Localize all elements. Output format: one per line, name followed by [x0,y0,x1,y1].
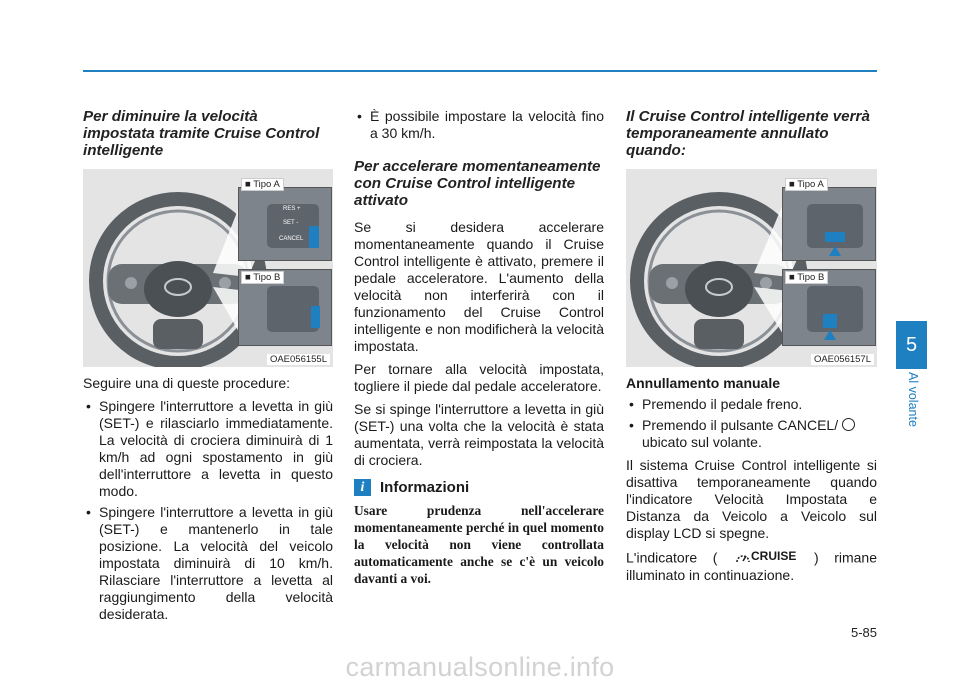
cancel-text: Premendo il pulsante CANCEL/ [642,417,839,433]
speedometer-icon [735,551,751,563]
cancel-text-2: ubicato sul volante. [642,434,762,450]
label-tipo-a: ■ Tipo A [241,178,284,191]
heading-cancelled: Il Cruise Control intelligente verrà temporaneamente annullato quando: [626,108,870,159]
inset-label-set: SET - [283,220,299,226]
inset-type-a [238,187,332,261]
column-3 [626,108,877,590]
procedure-list [83,398,333,623]
cruise-indicator-icon [735,548,796,565]
chapter-tab: 5 [896,321,927,369]
label-tipo-b: ■ Tipo B [241,271,284,284]
cancel-list [626,396,877,451]
inset-label-res: RES + [283,206,301,212]
speed-limit-list [354,108,604,142]
indicator-paragraph [626,548,877,584]
column-1 [83,108,333,629]
inset-label-cancel: CANCEL [279,236,304,242]
chapter-label-text: Al volante [906,372,920,427]
figure-code: OAE056157L [811,354,874,365]
watermark: carmanualsonline.info [345,652,615,682]
label-tipo-a: ■ Tipo A [785,178,828,191]
column-2 [354,108,604,587]
list-item: • Premendo il pedale freno. [626,396,877,413]
indicator-text-after: ) rimane illuminato in continuazione. [626,549,877,583]
heading-accelerate: Per accelerare momentaneamente con Cruise Control intelligente attivato [354,158,601,209]
label-tipo-b: ■ Tipo B [785,271,828,284]
list-item: • Spingere l'interruttore a levetta in giù (SET-) e rilasciarlo immediatamente. La velocità di crociera diminuirà di 1 km/h ad ogni spostamento in giù dell'interruttore a levetta in questo modo. [83,398,333,500]
intro-text: Seguire una di queste procedure: [83,375,291,391]
inset-type-a [782,187,876,261]
paragraph: Se si spinge l'interruttore a levetta in giù (SET-) una volta che la velocità è stata aumentata, verrà reimpostata la velocità di crociera. [354,401,604,468]
info-title: Informazioni [380,479,470,496]
cruise-word: CRUISE [751,549,797,563]
cancel-icon [842,418,855,431]
chapter-label [898,372,926,472]
top-rule [83,70,877,72]
paragraph: Se si desidera accelerare momentaneamente quando il Cruise Control intelligente è attivato, premere il pedale acceleratore. L'aumento della velocità non interferirà con il funzionamento del Cruise Control intelligente e non modificherà la velocità impostata. [354,219,604,354]
figure-steering-wheel-1 [83,169,333,367]
info-text: Usare prudenza nell'accelerare momentaneamente perché in quel momento la velocità non viene controllata automaticamente anche se c'è un veicolo davanti a voi. [354,503,604,586]
subheading-manual-cancel: Annullamento manuale [626,375,781,391]
figure-steering-wheel-2 [626,169,877,367]
list-item: • Spingere l'interruttore a levetta in giù (SET-) e mantenerlo in tale posizione. La velocità del veicolo impostata diminuirà di 10 km/h. Rilasciare l'interruttore a levetta al raggiungimento della velocità desiderata. [83,504,333,623]
info-header [354,479,604,496]
paragraph: Per tornare alla velocità impostata, togliere il piede dal pedale acceleratore. [354,361,604,394]
list-item [626,417,877,451]
indicator-text-before: L'indicatore ( [626,549,718,566]
info-icon: i [354,479,371,496]
paragraph: Il sistema Cruise Control intelligente si disattiva temporaneamente quando l'indicatore Velocità Impostata e Distanza da Veicolo a Veicolo sul display LCD si spegne. [626,457,877,541]
list-item: • È possibile impostare la velocità fino a 30 km/h. [354,108,604,142]
page-number: 5-85 [850,625,877,640]
figure-code: OAE056155L [267,354,330,365]
heading-decrease-speed: Per diminuire la velocità impostata tramite Cruise Control intelligente [83,108,320,159]
